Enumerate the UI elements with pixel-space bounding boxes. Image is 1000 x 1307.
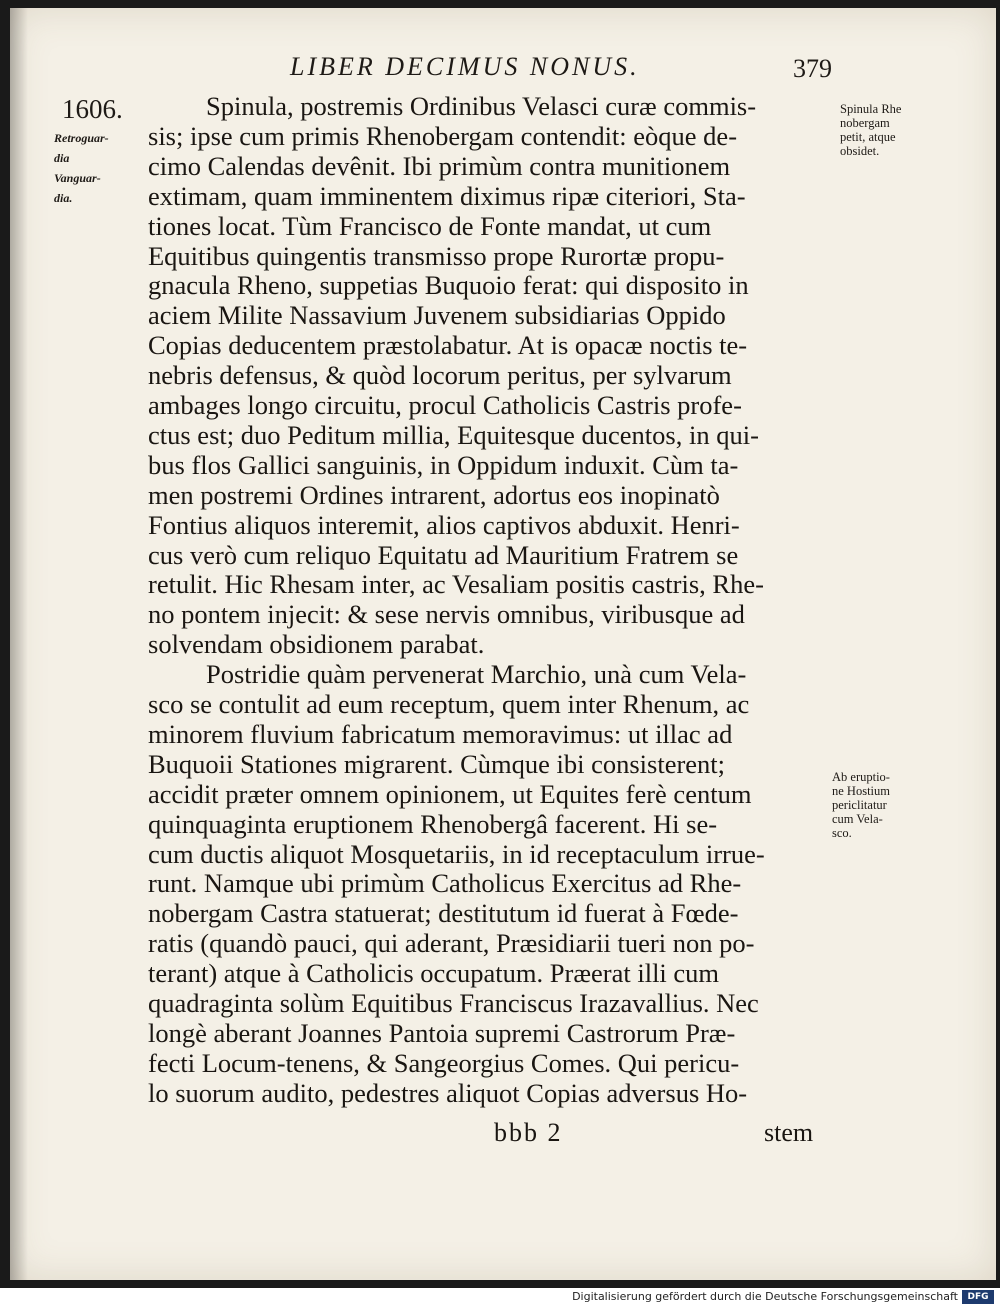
text-line: accidit præter omnem opinionem, ut Equites ferè centum [148, 778, 752, 809]
right-margin-note-spinula [840, 102, 960, 158]
right-note-line: petit, atque [840, 130, 896, 144]
right-note-line: obsidet. [840, 144, 880, 158]
right-note-line: ne Hostium [832, 784, 890, 798]
text-line: quinquaginta eruptionem Rhenobergâ facerent. Hi se- [148, 808, 718, 839]
text-line: nebris defensus, & quòd locorum peritus, per sylvarum [148, 360, 732, 391]
text-line: no pontem injecit: & sese nervis omnibus, viribusque ad [148, 599, 745, 630]
text-line: sis; ipse cum primis Rhenobergam contendit: eòque de- [148, 120, 738, 151]
text-line: terant) atque à Catholicis occupatum. Præerat illi cum [148, 958, 720, 989]
text-line: cus verò cum reliquo Equitatu ad Mauritium Fratrem se [148, 539, 739, 570]
left-note-line: dia [54, 151, 70, 165]
text-line: Fontius aliquos interemit, alios captivos abduxit. Henri- [148, 509, 740, 540]
text-line: quadraginta solùm Equitibus Franciscus Irazavallius. Nec [148, 988, 759, 1018]
left-note-line: Retroguar- [54, 131, 109, 145]
text-line: solvendam obsidionem parabat. [148, 629, 485, 660]
text-line: cimo Calendas devênit. Ibi primùm contra munitionem [148, 150, 731, 181]
text-line: tiones locat. Tùm Francisco de Fonte mandat, ut cum [148, 210, 712, 241]
text-line: sco se contulit ad eum receptum, quem inter Rhenum, ac [148, 689, 750, 719]
digitization-footer [0, 1288, 1000, 1307]
text-line: gnacula Rheno, suppetias Buquoio ferat: qui disposito in [148, 270, 749, 301]
right-note-line: cum Vela- [832, 812, 883, 826]
text-line: minorem fluvium fabricatum memoravimus: ut illac ad [148, 718, 733, 749]
right-note-line: Ab eruptio- [832, 770, 890, 784]
text-line: ratis (quandò pauci, qui aderant, Præsidiarii tueri non po- [148, 928, 755, 959]
footer-credit: Digitalisierung gefördert durch die Deutsche Forschungsgemeinschaft [572, 1290, 958, 1303]
text-line: cum ductis aliquot Mosquetariis, in id receptaculum irrue- [148, 838, 765, 869]
text-line: nobergam Castra statuerat; destitutum id fuerat à Fœde- [148, 898, 739, 929]
text-line: Buquoii Stationes migrarent. Cùmque ibi consisterent; [148, 748, 726, 779]
signature-mark: bbb 2 [494, 1118, 563, 1147]
text-line: bus flos Gallici sanguinis, in Oppidum induxit. Cùm ta- [148, 449, 739, 480]
text-line: extimam, quam imminentem diximus ripæ citeriori, Sta- [148, 180, 746, 211]
text-line: retulit. Hic Rhesam inter, ac Vesaliam positis castris, Rhe- [148, 569, 764, 600]
text-line: men postremi Ordines intrarent, adortus eos inopinatò [148, 479, 720, 510]
dfg-logo: DFG [962, 1290, 994, 1304]
left-note-line: Vanguar- [54, 171, 101, 185]
text-line: lo suorum audito, pedestres aliquot Copias adversus Ho- [148, 1077, 748, 1108]
text-line: ambages longo circuitu, procul Catholicis Castris profe- [148, 390, 742, 420]
text-line: aciem Milite Nassavium Juvenem subsidiarias Oppido [148, 300, 726, 331]
running-title: LIBER DECIMUS NONUS. [290, 52, 640, 81]
right-margin-note-eruptio [832, 770, 952, 840]
text-line: runt. Namque ubi primùm Catholicus Exercitus ad Rhe- [148, 868, 742, 899]
text-line: Postridie quàm pervenerat Marchio, unà cum Vela- [206, 659, 747, 690]
right-note-line: periclitatur [832, 798, 887, 812]
text-line: fecti Locum-tenens, & Sangeorgius Comes. Qui pericu- [148, 1047, 740, 1078]
text-line: Spinula, postremis Ordinibus Velasci curæ commis- [206, 91, 757, 121]
text-line: Equitibus quingentis transmisso prope Rurortæ propu- [148, 240, 725, 271]
text-line: Copias deducentem præstolabatur. At is opacæ noctis te- [148, 330, 748, 361]
left-note-line: dia. [54, 191, 73, 205]
margin-year: 1606. [62, 94, 123, 124]
right-note-line: sco. [832, 826, 852, 840]
page-number: 379 [793, 54, 832, 83]
text-line: ctus est; duo Peditum millia, Equitesque ducentos, in qui- [148, 419, 759, 450]
left-margin-note [54, 128, 134, 208]
text-line: longè aberant Joannes Pantoia supremi Castrorum Præ- [148, 1017, 736, 1048]
catchword: stem [764, 1118, 814, 1147]
right-note-line: nobergam [840, 116, 890, 130]
right-note-line: Spinula Rhe [840, 102, 902, 116]
